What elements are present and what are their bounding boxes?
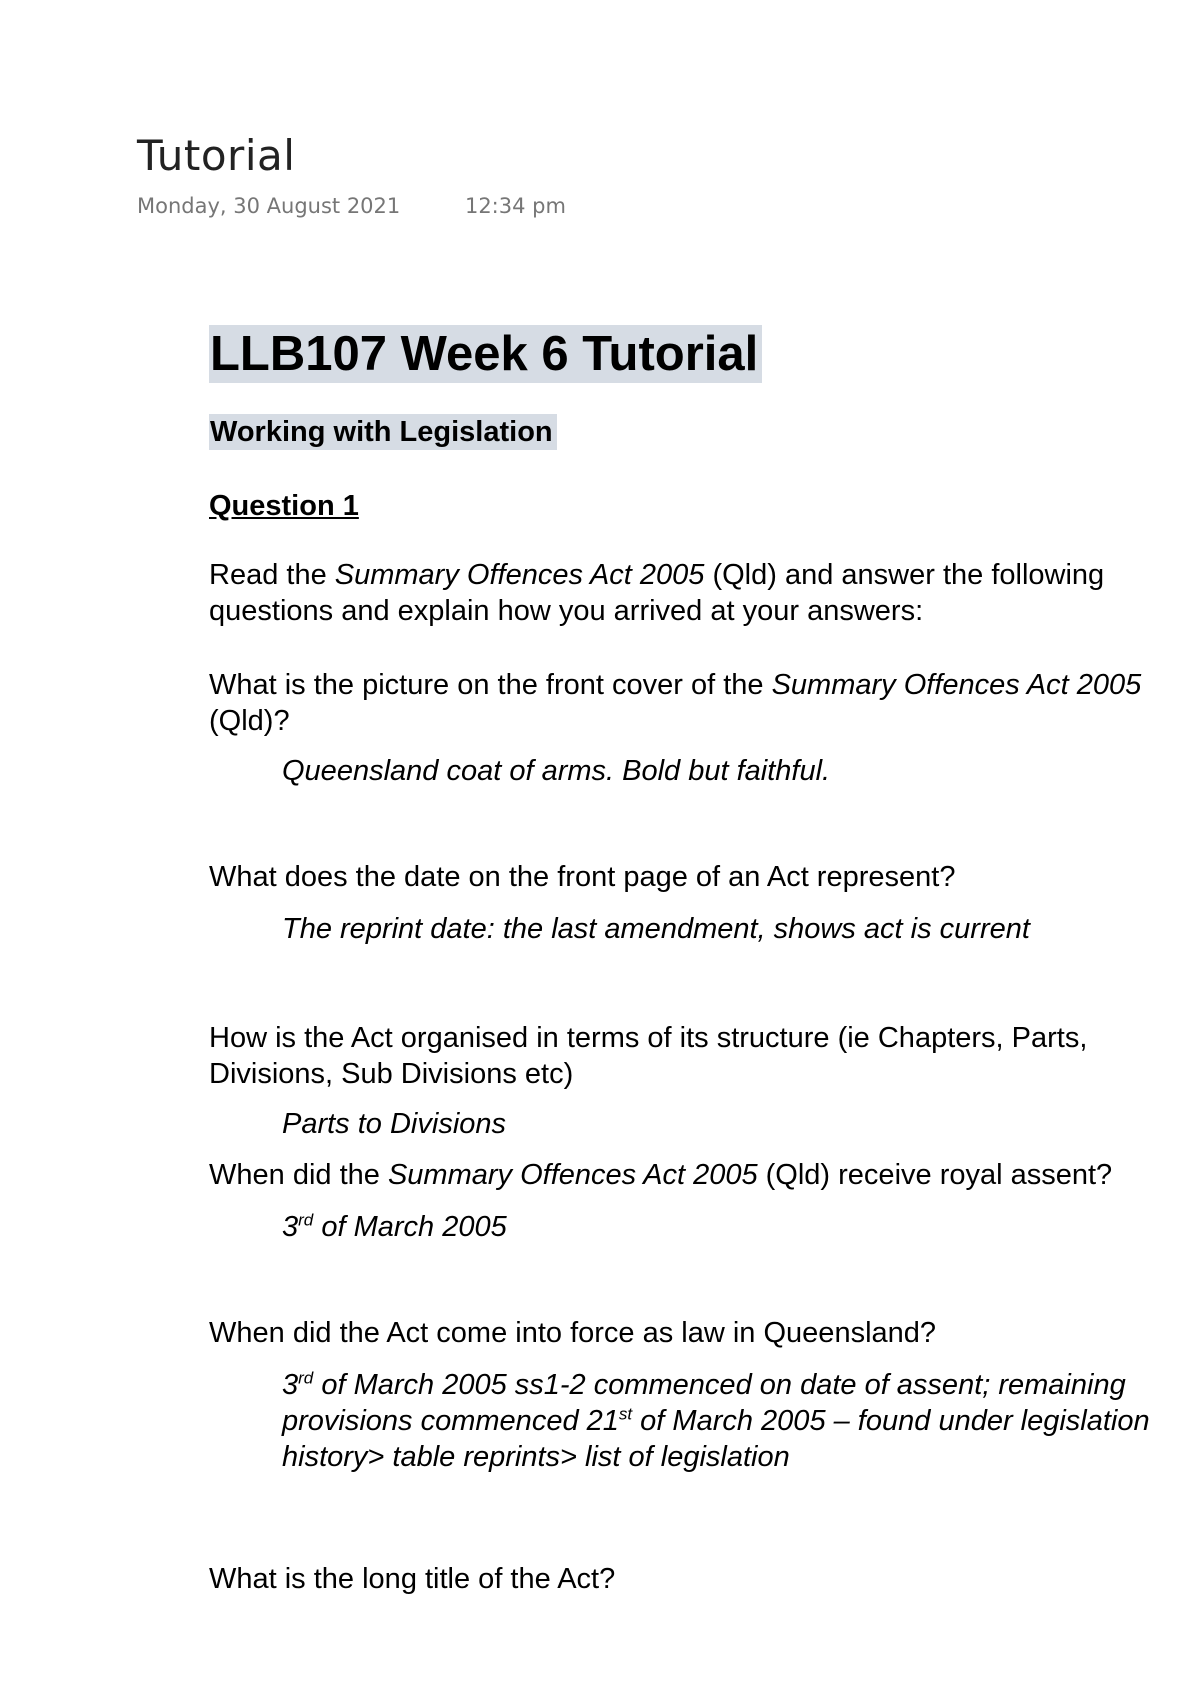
ordinal-suffix: st (618, 1404, 633, 1424)
act-name: Summary Offences Act 2005 (387, 1159, 758, 1191)
question-line: (Qld)? (209, 705, 290, 737)
act-name: Summary Offences Act 2005 (771, 669, 1142, 701)
note-meta (137, 194, 566, 218)
question-text: When did the (209, 1159, 388, 1191)
answer-text: of March 2005 ss1-2 commenced on date of assent; remaining (313, 1369, 1126, 1401)
answer-text: of March 2005 (313, 1211, 507, 1243)
document-body (209, 322, 1200, 1597)
question-commencement: When did the Act come into force as law in Queensland? (209, 1317, 937, 1349)
answer-structure: Parts to Divisions (282, 1108, 507, 1140)
intro-text: (Qld) and answer the following (704, 559, 1105, 591)
question-text: (Qld) receive royal assent? (757, 1159, 1113, 1191)
note-time: 12:34 pm (464, 194, 566, 219)
intro-line-2: questions and explain how you arrived at your answers: (209, 595, 924, 627)
ordinal-suffix: rd (298, 1210, 314, 1230)
answer-royal-assent (209, 1209, 1200, 1245)
answer-front-date: The reprint date: the last amendment, shows act is current (282, 913, 1030, 945)
question-line: How is the Act organised in terms of its structure (ie Chapters, Parts, (209, 1022, 1088, 1054)
intro-text: Read the (209, 559, 335, 591)
document-title (209, 322, 1200, 386)
answer-line (282, 1367, 1200, 1403)
question-text: What is the picture on the front cover of the (209, 669, 772, 701)
question-cover-picture (209, 667, 1200, 739)
answer-text: 3 (282, 1211, 299, 1243)
question-line: Divisions, Sub Divisions etc) (209, 1058, 574, 1090)
question-structure (209, 1020, 1200, 1092)
note-header (137, 132, 566, 218)
answer-line (282, 1403, 1200, 1439)
answer-text: 3 (282, 1369, 299, 1401)
answer-text: of March 2005 – found under legislation (632, 1405, 1150, 1437)
act-name: Summary Offences Act 2005 (334, 559, 705, 591)
question-royal-assent (209, 1157, 1200, 1193)
question-line (209, 667, 1200, 703)
ordinal-suffix: rd (298, 1368, 314, 1388)
document-subtitle-text: Working with Legislation (209, 414, 557, 450)
question-heading: Question 1 (209, 490, 359, 522)
document-subtitle (209, 414, 1200, 450)
answer-text: provisions commenced 21 (282, 1405, 619, 1437)
document-title-text: LLB107 Week 6 Tutorial (209, 325, 762, 383)
intro-line-1 (209, 557, 1200, 593)
note-title: Tutorial (137, 131, 296, 180)
question-long-title: What is the long title of the Act? (209, 1563, 616, 1595)
answer-commencement (209, 1367, 1200, 1475)
intro-paragraph (209, 557, 1200, 629)
answer-cover-picture: Queensland coat of arms. Bold but faithful. (282, 755, 831, 787)
answer-line: history> table reprints> list of legislation (282, 1441, 790, 1473)
question-front-date: What does the date on the front page of an Act represent? (209, 861, 956, 893)
note-date: Monday, 30 August 2021 (137, 194, 401, 219)
